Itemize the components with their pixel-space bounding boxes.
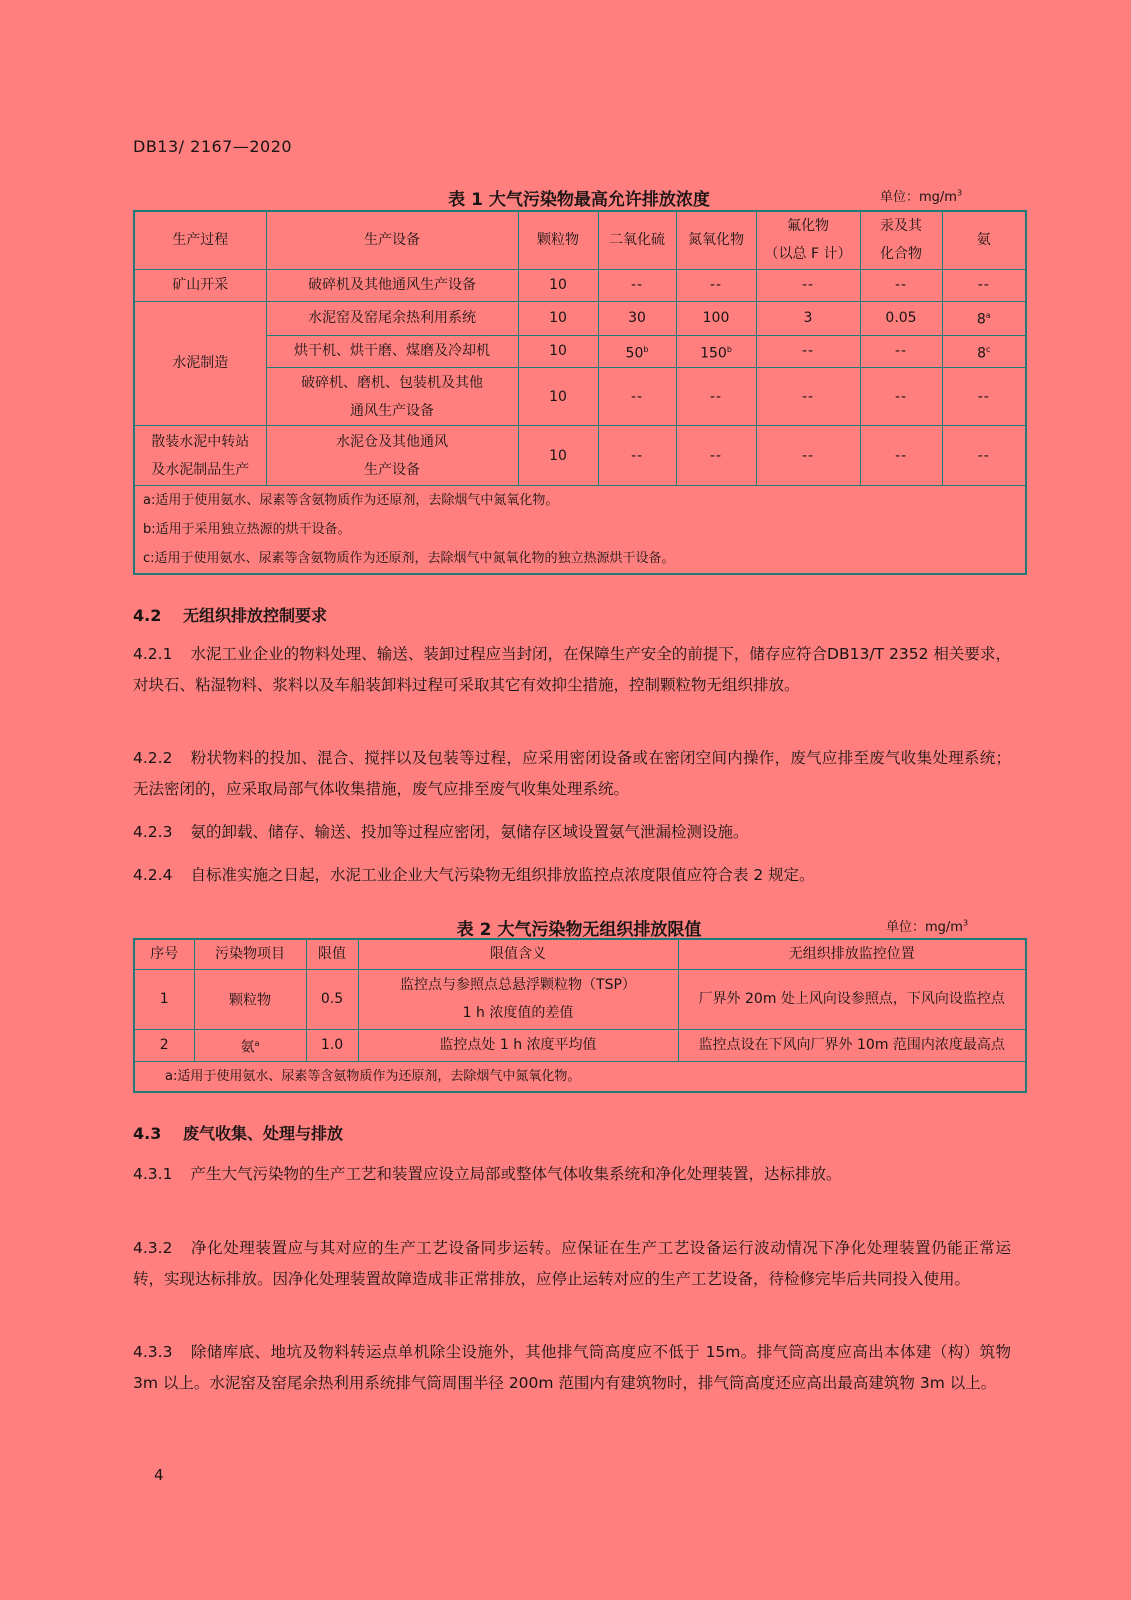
header-location: 无组织排放监控位置 [678,939,1026,969]
paragraph-4-3-1: 4.3.1 产生大气污染物的生产工艺和装置应设立局部或整体气体收集系统和净化处理装置，达标排放。 [133,1165,842,1183]
value-cell: 10 [518,269,598,301]
note-a: a:适用于使用氨水、尿素等含氨物质作为还原剂，去除烟气中氮氧化物。 [143,493,559,509]
table-row [134,1029,1026,1062]
dash-cell: -- [756,368,860,426]
table2-unit: 单位：$mg/m^3$ [886,918,969,935]
meaning-cell: 监控点与参照点总悬浮颗粒物（TSP） 1 h 浓度值的差值 [358,969,678,1029]
table2-header-row [134,939,1026,969]
table-row [134,969,1026,1029]
item-cell: 颗粒物 [194,969,306,1029]
value-cell: 10 [518,335,598,368]
header-mercury: 汞及其 化合物 [860,211,942,269]
dash-cell: -- [676,368,756,426]
dash-cell: -- [676,269,756,301]
table1-caption: 表 1 大气污染物最高允许排放浓度 [448,190,710,210]
note-b: b:适用于采用独立热源的烘干设备。 [143,522,351,538]
table-row [134,426,1026,486]
location-cell: 监控点设在下风向厂界外 10m 范围内浓度最高点 [678,1029,1026,1062]
header-fluoride: 氟化物 （以总 F 计） [756,211,860,269]
paragraph-4-2-3: 4.2.3 氨的卸载、储存、输送、投加等过程应密闭，氨储存区域设置氨气泄漏检测设施。 [133,823,749,841]
dash-cell: -- [676,426,756,486]
header-process: 生产过程 [134,211,266,269]
paragraph-4-3-3: 4.3.3 除储库底、地坑及物料转运点单机除尘设施外，其他排气筒高度应不低于 15m。排气筒高度应高出本体建（构）筑物 3m 以上。水泥窑及窑尾余热利用系统排气筒周围半径 200m 范围内有建筑物时，排气筒高度还应高出最高建筑物 3m 以上。 [133,1343,1011,1392]
section-heading-4-2: 4.2 无组织排放控制要求 [133,606,328,625]
paragraph-4-2-1: 4.2.1 水泥工业企业的物料处理、输送、装卸过程应当封闭，在保障生产安全的前提下，储存应符合DB13/T 2352 相关要求，对块石、粘湿物料、浆料以及车船装卸料过程可采取其它有效抑尘措施，控制颗粒物无组织排放。 [133,645,1011,694]
process-mining: 矿山开采 [134,269,266,301]
value-cell: 3 [756,301,860,335]
location-cell: 厂界外 20m 处上风向设参照点，下风向设监控点 [678,969,1026,1029]
dash-cell: -- [860,426,942,486]
dash-cell: -- [942,426,1026,486]
dash-cell: -- [942,368,1026,426]
process-bulk: 散装水泥中转站 及水泥制品生产 [134,426,266,486]
value-cell: 10 [518,301,598,335]
dash-cell: -- [756,269,860,301]
paragraph-4-2-2: 4.2.2 粉状物料的投加、混合、搅拌以及包装等过程，应采用密闭设备或在密闭空间内操作，废气应排至废气收集处理系统；无法密闭的，应采取局部气体收集措施，废气应排至废气收集处理系统。 [133,749,1011,798]
paragraph-4-3-2: 4.3.2 净化处理装置应与其对应的生产工艺设备同步运转。应保证在生产工艺设备运行波动情况下净化处理装置仍能正常运转，实现达标排放。因净化处理装置故障造成非正常排放，应停止运转对应的生产工艺设备，待检修完毕后共同投入使用。 [133,1239,1011,1288]
paragraph-4-2-4: 4.2.4 自标准实施之日起，水泥工业企业大气污染物无组织排放监控点浓度限值应符合表 2 规定。 [133,866,815,884]
value-cell: 30 [598,301,676,335]
table2-note-row [134,1062,1026,1093]
value-cell: 8$^a$ [942,301,1026,335]
dash-cell: -- [942,269,1026,301]
header-so2: 二氧化硫 [598,211,676,269]
header-nox: 氮氧化物 [676,211,756,269]
table2 [133,938,1027,1093]
table1-header-row [134,211,1026,269]
value-cell: 150$^b$ [676,335,756,368]
dash-cell: -- [598,368,676,426]
value-cell: 10 [518,368,598,426]
header-equipment: 生产设备 [266,211,518,269]
process-cement: 水泥制造 [134,301,266,426]
seq-cell: 2 [134,1029,194,1062]
section-heading-4-3: 4.3 废气收集、处理与排放 [133,1124,344,1143]
equipment-cell: 水泥窑及窑尾余热利用系统 [266,301,518,335]
equipment-cell: 水泥仓及其他通风 生产设备 [266,426,518,486]
value-cell: 8$^c$ [942,335,1026,368]
seq-cell: 1 [134,969,194,1029]
dash-cell: -- [756,426,860,486]
dash-cell: -- [860,368,942,426]
table1-notes-row [134,486,1026,575]
note-c: c:适用于使用氨水、尿素等含氨物质作为还原剂，去除烟气中氮氧化物的独立热源烘干设备。 [143,551,675,567]
value-cell: 0.05 [860,301,942,335]
table-row [134,269,1026,301]
table-row [134,301,1026,335]
table2-note: a:适用于使用氨水、尿素等含氨物质作为还原剂，去除烟气中氮氧化物。 [134,1062,1026,1093]
header-item: 污染物项目 [194,939,306,969]
equipment-cell: 破碎机及其他通风生产设备 [266,269,518,301]
dash-cell: -- [860,335,942,368]
table1-notes [134,486,1026,575]
dash-cell: -- [598,426,676,486]
meaning-cell: 监控点处 1 h 浓度平均值 [358,1029,678,1062]
item-cell: 氨$^a$ [194,1029,306,1062]
value-cell: 100 [676,301,756,335]
header-ammonia: 氨 [942,211,1026,269]
table2-caption: 表 2 大气污染物无组织排放限值 [456,920,702,940]
equipment-cell: 烘干机、烘干磨、煤磨及冷却机 [266,335,518,368]
table-row [134,335,1026,368]
dash-cell: -- [598,269,676,301]
equipment-cell: 破碎机、磨机、包装机及其他 通风生产设备 [266,368,518,426]
table1-unit: 单位：$mg/m^3$ [880,188,963,205]
header-pm: 颗粒物 [518,211,598,269]
document-code: DB13/ 2167—2020 [133,137,293,156]
table1 [133,210,1027,575]
page-number: 4 [154,1466,164,1484]
header-meaning: 限值含义 [358,939,678,969]
value-cell: 50$^b$ [598,335,676,368]
dash-cell: -- [860,269,942,301]
limit-cell: 1.0 [306,1029,358,1062]
limit-cell: 0.5 [306,969,358,1029]
value-cell: 10 [518,426,598,486]
dash-cell: -- [756,335,860,368]
header-limit: 限值 [306,939,358,969]
table-row [134,368,1026,426]
header-seq: 序号 [134,939,194,969]
